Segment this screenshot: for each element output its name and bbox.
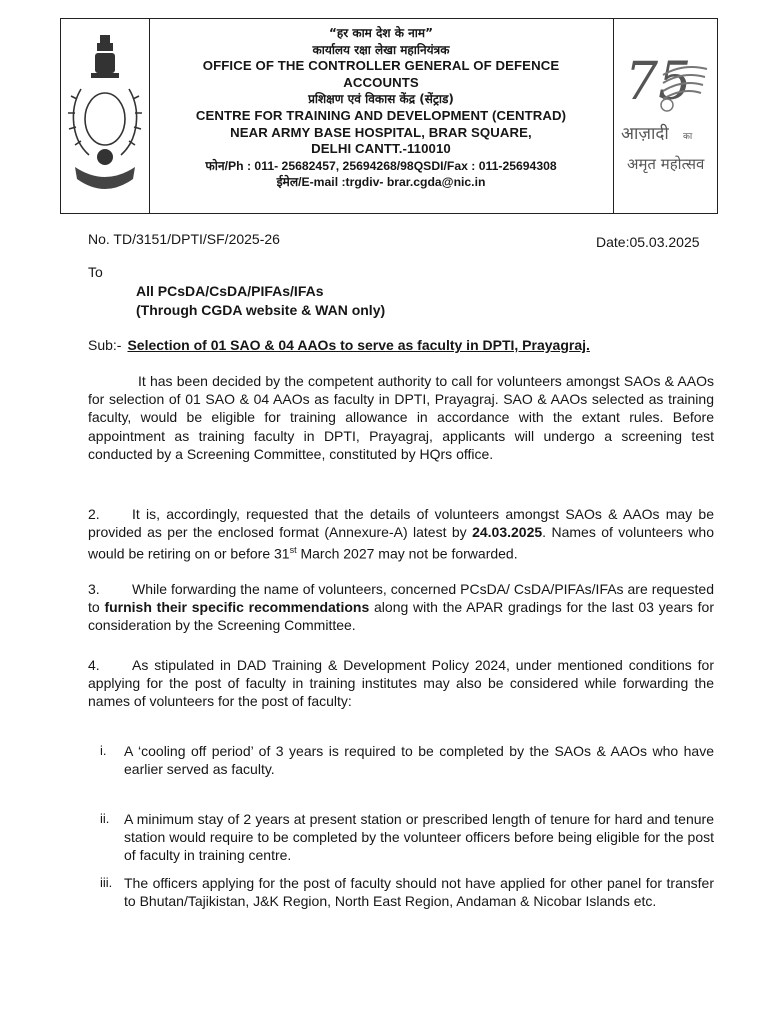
subject-text: Selection of 01 SAO & 04 AAOs to serve as faculty in DPTI, Prayagraj. [127,337,590,353]
condition-text: The officers applying for the post of faculty should not have applied for other panel for transfer to Bhutan/Tajikistan, J&K Region, North East Region, Andaman & Nicobar Islands etc. [124,875,714,910]
reference-number: No. TD/3151/DPTI/SF/2025-26 [88,231,280,247]
letterhead-divider-right [613,19,614,213]
address-line1: NEAR ARMY BASE HOSPITAL, BRAR SQUARE, [230,124,532,140]
paragraph-4 [88,656,714,711]
paragraph-3 [88,580,714,635]
addressee-line1: All PCsDA/CsDA/PIFAs/IFAs [136,283,324,299]
letterhead-text [151,25,611,191]
to-label: To [88,264,103,280]
paragraph-3-text-a: While forwarding the name of volunteers, concerned PCsDA/ CsDA/PIFAs/IFAs are requested to [88,581,714,616]
letterhead [60,18,718,214]
paragraph-2-superscript: st [289,545,297,556]
paragraph-2-number: 2. [88,506,100,522]
addressee-block [136,282,385,320]
condition-item [100,874,714,910]
condition-text: A ‘cooling off period’ of 3 years is required to be completed by the SAOs & AAOs who have earlier served as faculty. [124,743,714,778]
svg-text:आज़ादी: आज़ादी [621,124,669,144]
letter-date: Date:05.03.2025 [596,234,700,250]
office-english-line2: ACCOUNTS [343,74,419,90]
office-hindi: कार्यालय रक्षा लेखा महानियंत्रक [312,42,450,57]
paragraph-2-text-a: It is, accordingly, requested that the details of volunteers amongst SAOs & AAOs may be provided as per the enclosed format (Annexure-A) latest by [88,506,714,541]
paragraph-3-text-b: along with the APAR gradings for the last 03 years for consideration by the Screening Committee. [88,599,714,634]
paragraph-3-number: 3. [88,581,100,597]
paragraph-3-emphasis: furnish their specific recommendations [104,599,370,616]
paragraph-2-text-c: March 2027 may not be forwarded. [296,546,518,563]
azadi-ka-amrit-mahotsav-logo-icon [617,39,717,199]
subject-label: Sub:- [88,337,122,353]
address-line2: DELHI CANTT.-110010 [311,141,451,157]
svg-text:अमृत महोत्सव: अमृत महोत्सव [627,155,705,173]
addressee-line2: (Through CGDA website & WAN only) [136,302,386,318]
paragraph-1 [88,372,714,463]
condition-number: ii. [100,811,110,826]
subject-line [88,337,590,353]
condition-item [100,810,714,865]
svg-text:75: 75 [625,52,692,112]
condition-item [100,742,714,778]
office-english-line1: OFFICE OF THE CONTROLLER GENERAL OF DEFENCE [202,58,560,74]
motto-hindi: “हर काम देश के नाम” [329,26,433,40]
phone-line: फोन/Ph : 011- 25682457, 25694268/98QSDI/Fax : 011-25694308 [205,158,557,173]
dad-emblem-icon [67,29,143,205]
condition-number: iii. [100,875,113,890]
paragraph-2-text-b: . Names of volunteers who would be retiring on or before 31 [88,524,714,563]
letterhead-divider-left [149,19,150,213]
condition-text: A minimum stay of 2 years at present station or prescribed length of tenure for hard and tenure station would require to be completed by the volunteer officers before being eligible for the post of faculty in training centre. [124,811,714,864]
paragraph-4-text: As stipulated in DAD Training & Development Policy 2024, under mentioned conditions for applying for the post of faculty in training institutes may also be considered while forwarding the names of volunteers for the post of faculty: [88,657,714,710]
paragraph-2-deadline: 24.03.2025 [472,524,543,541]
svg-text:का: का [683,132,693,142]
paragraph-4-number: 4. [88,657,100,673]
centre-hindi: प्रशिक्षण एवं विकास केंद्र (सेंट्राड) [308,92,454,107]
paragraph-2 [88,505,714,563]
email-line: ईमेल/E-mail :trgdiv- brar.cgda@nic.in [276,175,486,190]
paragraph-1-text: It has been decided by the competent authority to call for volunteers amongst SAOs & AAOs for selection of 01 SAO & 04 AAOs as faculty in DPTI, Prayagraj. SAO & AAOs selected as training faculty, would be eligible for training allowance in accordance with the extant rules. Before appointment as training faculty in DPTI, Prayagraj, applicants will undergo a screening test conducted by a Screening Committee, constituted by HQrs office. [88,373,714,462]
condition-number: i. [100,743,107,758]
centre-english: CENTRE FOR TRAINING AND DEVELOPMENT (CENTRAD) [195,107,567,123]
